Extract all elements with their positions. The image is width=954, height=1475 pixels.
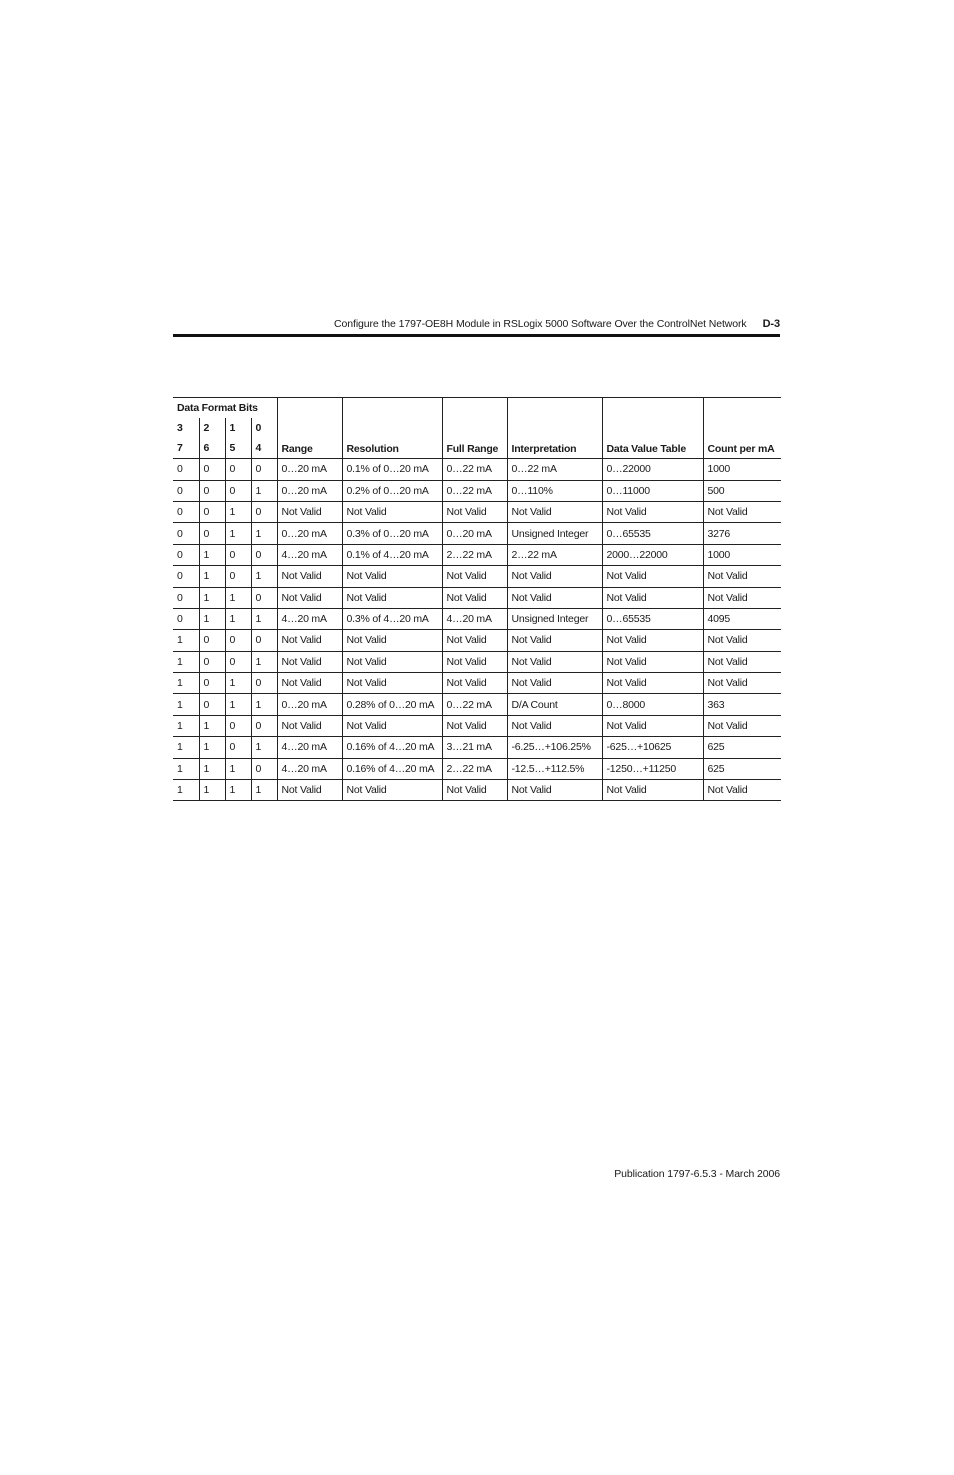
bit-value-cell: 1 <box>251 608 277 629</box>
table-cell: Not Valid <box>602 673 703 694</box>
table-cell: Not Valid <box>703 566 781 587</box>
table-cell: 4…20 mA <box>277 544 342 565</box>
bit-value-cell: 1 <box>251 480 277 501</box>
table-row <box>173 758 781 779</box>
table-cell: 0…65535 <box>602 523 703 544</box>
bit-label: 0 <box>251 418 277 438</box>
table-cell: Not Valid <box>342 780 442 801</box>
table-cell: Not Valid <box>277 501 342 522</box>
bit-value-cell: 0 <box>199 651 225 672</box>
bit-value-cell: 0 <box>225 459 251 480</box>
bit-value-cell: 1 <box>225 694 251 715</box>
bit-value-cell: 0 <box>251 715 277 736</box>
table-cell: 363 <box>703 694 781 715</box>
table-cell: 0…20 mA <box>277 523 342 544</box>
table-cell: -1250…+11250 <box>602 758 703 779</box>
table-cell: Not Valid <box>703 780 781 801</box>
table-cell: 625 <box>703 737 781 758</box>
bit-value-cell: 1 <box>251 523 277 544</box>
data-format-table <box>173 397 781 801</box>
bit-value-cell: 0 <box>225 566 251 587</box>
table-cell: 4…20 mA <box>277 737 342 758</box>
bit-value-cell: 0 <box>173 566 199 587</box>
table-cell: Not Valid <box>507 780 602 801</box>
bit-value-cell: 0 <box>225 544 251 565</box>
table-cell: 4…20 mA <box>277 608 342 629</box>
table-cell: 2…22 mA <box>507 544 602 565</box>
bit-label: 6 <box>199 438 225 458</box>
bit-value-cell: 0 <box>173 587 199 608</box>
table-cell: Not Valid <box>703 587 781 608</box>
bit-value-cell: 1 <box>199 566 225 587</box>
table-cell: Not Valid <box>602 780 703 801</box>
bit-value-cell: 1 <box>225 587 251 608</box>
table-cell: 0.16% of 4…20 mA <box>342 737 442 758</box>
bit-value-cell: 1 <box>199 587 225 608</box>
table-cell: Not Valid <box>277 651 342 672</box>
bit-value-cell: 0 <box>225 480 251 501</box>
bit-value-cell: 0 <box>199 459 225 480</box>
table-cell: Not Valid <box>602 651 703 672</box>
table-cell: Not Valid <box>602 715 703 736</box>
table-row <box>173 480 781 501</box>
table-cell: -6.25…+106.25% <box>507 737 602 758</box>
table-cell: Not Valid <box>703 501 781 522</box>
table-cell: Not Valid <box>342 630 442 651</box>
table-cell: 0…20 mA <box>277 694 342 715</box>
table-cell: Not Valid <box>442 651 507 672</box>
bit-value-cell: 1 <box>251 694 277 715</box>
table-cell: -625…+10625 <box>602 737 703 758</box>
table-row <box>173 673 781 694</box>
bit-value-cell: 1 <box>173 715 199 736</box>
table-cell: Not Valid <box>442 673 507 694</box>
table-cell: Not Valid <box>507 715 602 736</box>
table-cell: Not Valid <box>442 715 507 736</box>
table-cell: 0…22000 <box>602 459 703 480</box>
table-cell: 0.1% of 0…20 mA <box>342 459 442 480</box>
table-cell: Not Valid <box>342 715 442 736</box>
bit-value-cell: 0 <box>225 630 251 651</box>
table-cell: 0.3% of 0…20 mA <box>342 523 442 544</box>
table-cell: Not Valid <box>277 566 342 587</box>
column-header: Resolution <box>342 398 442 459</box>
table-row <box>173 715 781 736</box>
bit-value-cell: 1 <box>225 501 251 522</box>
table-cell: D/A Count <box>507 694 602 715</box>
table-row <box>173 780 781 801</box>
table-cell: Not Valid <box>602 501 703 522</box>
bit-value-cell: 1 <box>251 737 277 758</box>
table-row <box>173 523 781 544</box>
bit-value-cell: 0 <box>199 523 225 544</box>
table-row <box>173 608 781 629</box>
table-cell: 625 <box>703 758 781 779</box>
table-cell: Not Valid <box>507 566 602 587</box>
table-cell: Not Valid <box>703 673 781 694</box>
table-cell: 0…22 mA <box>442 459 507 480</box>
bit-value-cell: 0 <box>199 630 225 651</box>
bit-value-cell: 0 <box>251 501 277 522</box>
bit-label: 2 <box>199 418 225 438</box>
bit-label: 7 <box>173 438 199 458</box>
table-cell: 2…22 mA <box>442 758 507 779</box>
bit-value-cell: 1 <box>225 523 251 544</box>
bit-value-cell: 1 <box>173 630 199 651</box>
table-row <box>173 651 781 672</box>
header-title: Configure the 1797-OE8H Module in RSLogix 5000 Software Over the ControlNet Network <box>334 318 747 330</box>
bit-label: 3 <box>177 422 183 435</box>
table-cell: Not Valid <box>442 587 507 608</box>
table-cell: 0.2% of 0…20 mA <box>342 480 442 501</box>
table-cell: Not Valid <box>342 501 442 522</box>
table-cell: Unsigned Integer <box>507 608 602 629</box>
column-header: Data Value Table <box>602 398 703 459</box>
bit-value-cell: 0 <box>199 694 225 715</box>
table-cell: Not Valid <box>442 780 507 801</box>
bit-value-cell: 1 <box>225 673 251 694</box>
table-cell: 2000…22000 <box>602 544 703 565</box>
table-cell: Not Valid <box>442 630 507 651</box>
bit-value-cell: 1 <box>173 758 199 779</box>
table-cell: Not Valid <box>507 673 602 694</box>
column-header: Interpretation <box>507 398 602 459</box>
bit-value-cell: 1 <box>251 566 277 587</box>
bit-value-cell: 0 <box>251 630 277 651</box>
table-cell: 0…22 mA <box>507 459 602 480</box>
table-cell: Not Valid <box>507 587 602 608</box>
table-row <box>173 566 781 587</box>
table-cell: Not Valid <box>342 587 442 608</box>
table-cell: Not Valid <box>602 587 703 608</box>
bit-value-cell: 0 <box>251 587 277 608</box>
bit-value-cell: 1 <box>173 651 199 672</box>
table-row <box>173 587 781 608</box>
bit-value-cell: 1 <box>173 737 199 758</box>
table-cell: 0…20 mA <box>442 523 507 544</box>
table-row <box>173 630 781 651</box>
table-cell: -12.5…+112.5% <box>507 758 602 779</box>
bit-value-cell: 1 <box>173 673 199 694</box>
table-cell: 0…8000 <box>602 694 703 715</box>
table-row <box>173 501 781 522</box>
table-cell: Not Valid <box>602 630 703 651</box>
publication-footer: Publication 1797-6.5.3 - March 2006 <box>614 1168 780 1180</box>
table-cell: 0…22 mA <box>442 694 507 715</box>
table-cell: 0.1% of 4…20 mA <box>342 544 442 565</box>
table-cell: 0…11000 <box>602 480 703 501</box>
table-cell: 0…110% <box>507 480 602 501</box>
table-cell: Not Valid <box>602 566 703 587</box>
bit-value-cell: 1 <box>199 715 225 736</box>
table-cell: Not Valid <box>507 501 602 522</box>
table-cell: 500 <box>703 480 781 501</box>
page-number: D-3 <box>762 318 780 330</box>
bit-value-cell: 0 <box>225 737 251 758</box>
bit-value-cell: 1 <box>199 608 225 629</box>
table-cell: Not Valid <box>507 651 602 672</box>
bit-value-cell: 1 <box>225 758 251 779</box>
bit-value-cell: 1 <box>173 694 199 715</box>
bit-value-cell: 0 <box>251 673 277 694</box>
bit-value-cell: 0 <box>225 715 251 736</box>
table-cell: Not Valid <box>277 630 342 651</box>
header-rule <box>173 334 780 337</box>
bit-value-cell: 0 <box>199 501 225 522</box>
table-cell: Not Valid <box>277 587 342 608</box>
table-cell: 1000 <box>703 459 781 480</box>
table-cell: Not Valid <box>342 651 442 672</box>
table-row <box>173 737 781 758</box>
bit-value-cell: 1 <box>173 780 199 801</box>
table-cell: Not Valid <box>277 780 342 801</box>
bit-value-cell: 0 <box>173 544 199 565</box>
table-cell: 0…65535 <box>602 608 703 629</box>
table-row <box>173 694 781 715</box>
table-cell: 4095 <box>703 608 781 629</box>
table-cell: Not Valid <box>703 630 781 651</box>
running-header <box>173 318 780 330</box>
table-cell: Not Valid <box>277 715 342 736</box>
column-header: Range <box>277 398 342 459</box>
bit-value-cell: 1 <box>199 544 225 565</box>
bit-value-cell: 1 <box>225 608 251 629</box>
bit-value-cell: 0 <box>251 758 277 779</box>
table-cell: 0…20 mA <box>277 459 342 480</box>
bit-value-cell: 0 <box>173 523 199 544</box>
table-cell: 3276 <box>703 523 781 544</box>
table-cell: Not Valid <box>342 566 442 587</box>
data-format-bits-header: Data Format Bits <box>173 398 277 418</box>
table-cell: 0.3% of 4…20 mA <box>342 608 442 629</box>
bit-value-cell: 0 <box>173 608 199 629</box>
table-cell: Not Valid <box>507 630 602 651</box>
bit-value-cell: 0 <box>173 480 199 501</box>
table-cell: 0.28% of 0…20 mA <box>342 694 442 715</box>
bit-value-cell: 0 <box>173 459 199 480</box>
bit-label: 4 <box>251 438 277 458</box>
table-cell: Not Valid <box>703 651 781 672</box>
bit-value-cell: 0 <box>251 544 277 565</box>
table-cell: 4…20 mA <box>277 758 342 779</box>
table-row <box>173 544 781 565</box>
bit-value-cell: 0 <box>251 459 277 480</box>
bit-value-cell: 0 <box>199 480 225 501</box>
table-cell: Not Valid <box>442 566 507 587</box>
table-cell: Not Valid <box>342 673 442 694</box>
bit-value-cell: 0 <box>199 673 225 694</box>
bit-value-cell: 0 <box>173 501 199 522</box>
table-cell: 4…20 mA <box>442 608 507 629</box>
bit-value-cell: 1 <box>199 758 225 779</box>
table-header <box>173 398 781 459</box>
table-cell: 0.16% of 4…20 mA <box>342 758 442 779</box>
bit-label: 5 <box>225 438 251 458</box>
table-cell: 1000 <box>703 544 781 565</box>
table-body <box>173 459 781 801</box>
bit-value-cell: 1 <box>251 651 277 672</box>
table-row <box>173 459 781 480</box>
bit-value-cell: 0 <box>225 651 251 672</box>
table-cell: 2…22 mA <box>442 544 507 565</box>
column-header: Full Range <box>442 398 507 459</box>
table-cell: 0…22 mA <box>442 480 507 501</box>
column-header: Count per mA <box>703 398 781 459</box>
table-cell: 0…20 mA <box>277 480 342 501</box>
bit-value-cell: 1 <box>251 780 277 801</box>
table-cell: Not Valid <box>703 715 781 736</box>
table-cell: Not Valid <box>442 501 507 522</box>
bit-label: 1 <box>225 418 251 438</box>
table-cell: Unsigned Integer <box>507 523 602 544</box>
bit-value-cell: 1 <box>199 780 225 801</box>
table-cell: 3…21 mA <box>442 737 507 758</box>
bit-value-cell: 1 <box>199 737 225 758</box>
bit-value-cell: 1 <box>225 780 251 801</box>
table-cell: Not Valid <box>277 673 342 694</box>
